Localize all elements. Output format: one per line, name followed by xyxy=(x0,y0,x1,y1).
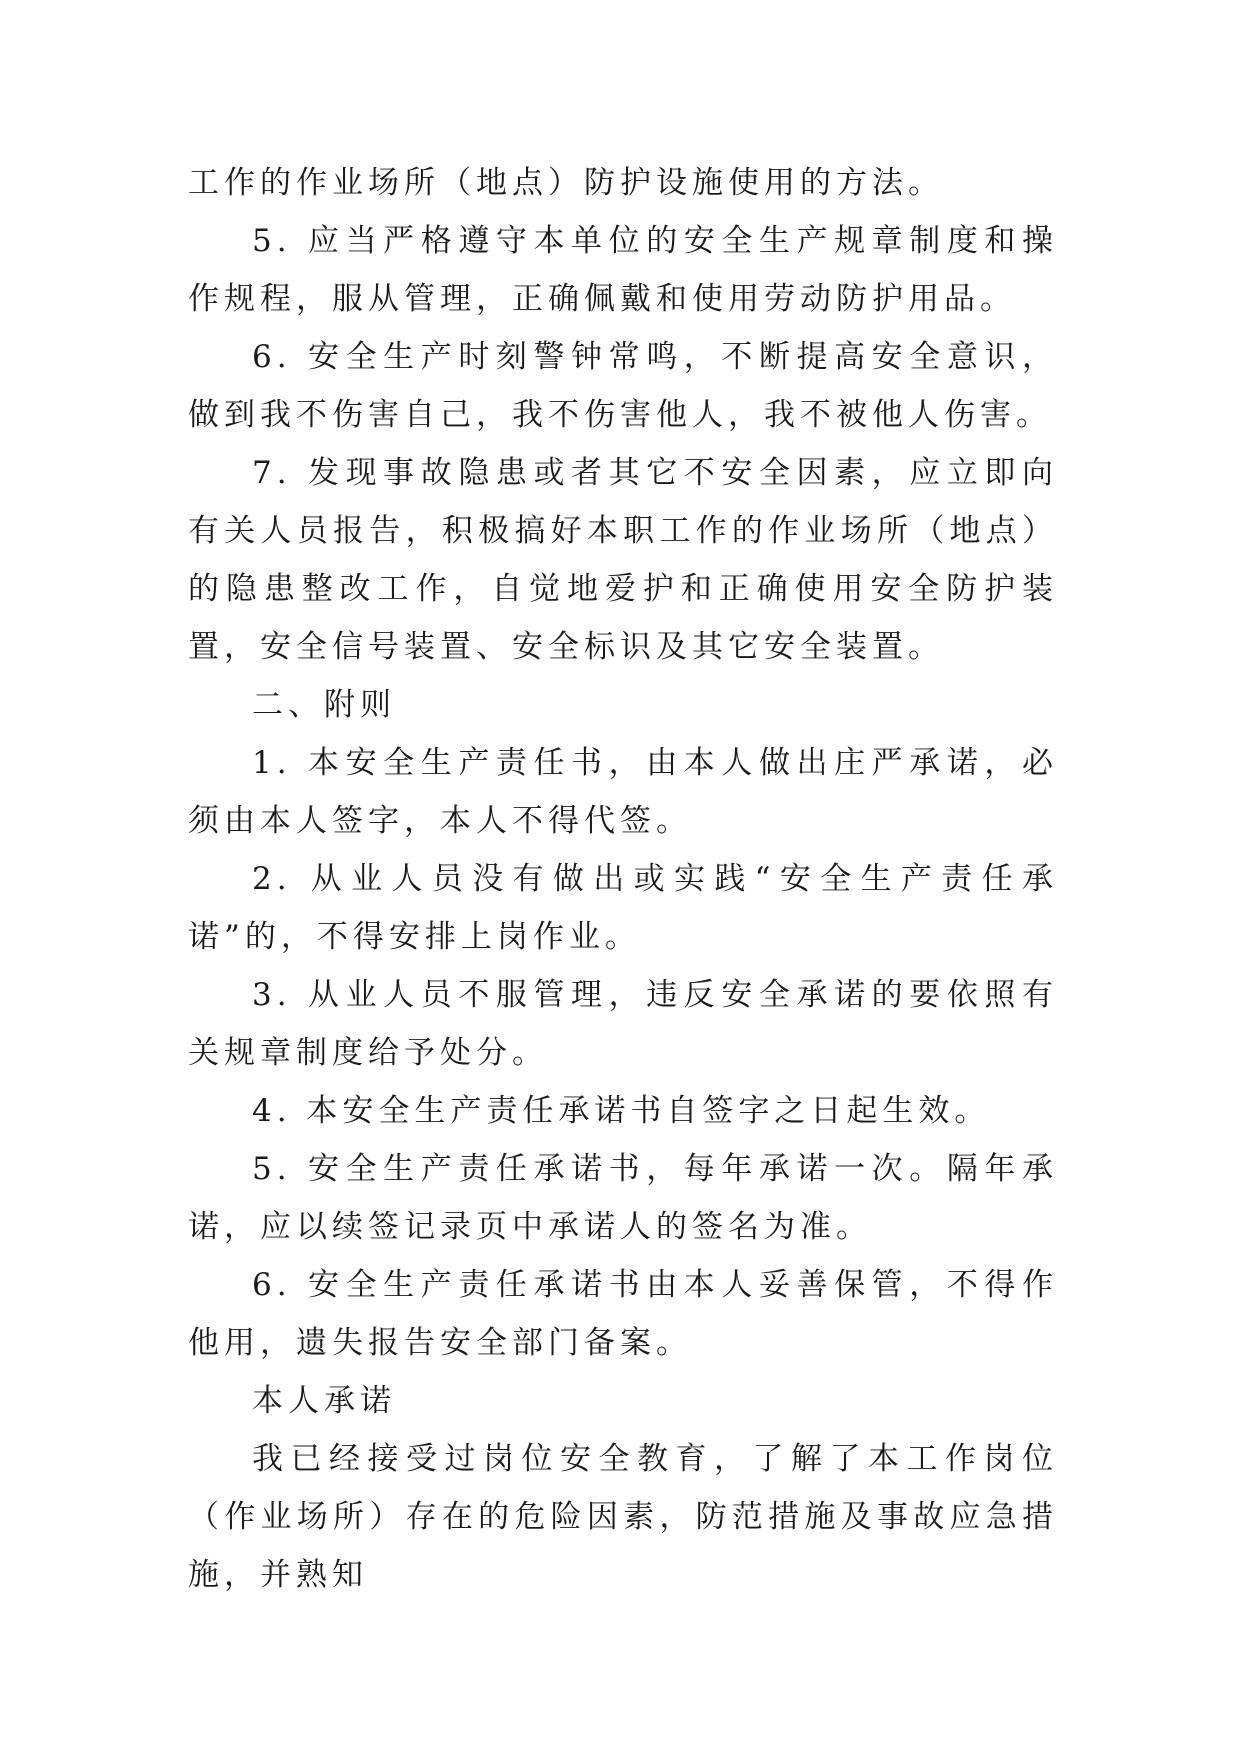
section-heading-pledge: 本人承诺 xyxy=(252,1383,396,1419)
paragraph-appendix-2: 2. 从业人员没有做出或实践“安全生产责任承诺”的，不得安排上岗作业。 xyxy=(188,861,1058,955)
paragraph-item-5: 5. 应当严格遵守本单位的安全生产规章制度和操作规程，服从管理，正确佩戴和使用劳动防护用品。 xyxy=(188,223,1058,317)
paragraph-appendix-4: 4. 本安全生产责任承诺书自签字之日起生效。 xyxy=(252,1093,991,1129)
paragraph-appendix-5: 5. 安全生产责任承诺书，每年承诺一次。隔年承诺，应以续签记录页中承诺人的签名为准。 xyxy=(188,1151,1058,1245)
paragraph-continuation: 工作的作业场所（地点）防护设施使用的方法。 xyxy=(188,165,944,201)
paragraph-pledge-body: 我已经接受过岗位安全教育，了解了本工作岗位（作业场所）存在的危险因素，防范措施及事故应急措施，并熟知 xyxy=(188,1441,1058,1593)
paragraph-appendix-3: 3. 从业人员不服管理，违反安全承诺的要依照有关规章制度给予处分。 xyxy=(188,977,1058,1071)
document-page xyxy=(188,154,1058,1604)
paragraph-appendix-6: 6. 安全生产责任承诺书由本人妥善保管，不得作他用，遗失报告安全部门备案。 xyxy=(188,1267,1058,1361)
paragraph-item-6: 6. 安全生产时刻警钟常鸣，不断提高安全意识，做到我不伤害自己，我不伤害他人，我不被他人伤害。 xyxy=(188,339,1058,433)
paragraph-item-7: 7. 发现事故隐患或者其它不安全因素，应立即向有关人员报告，积极搞好本职工作的作业场所（地点）的隐患整改工作，自觉地爱护和正确使用安全防护装置，安全信号装置、安全标识及其它安全装置。 xyxy=(188,455,1058,665)
section-heading-appendix: 二、附则 xyxy=(252,687,396,723)
paragraph-appendix-1: 1. 本安全生产责任书，由本人做出庄严承诺，必须由本人签字，本人不得代签。 xyxy=(188,745,1058,839)
